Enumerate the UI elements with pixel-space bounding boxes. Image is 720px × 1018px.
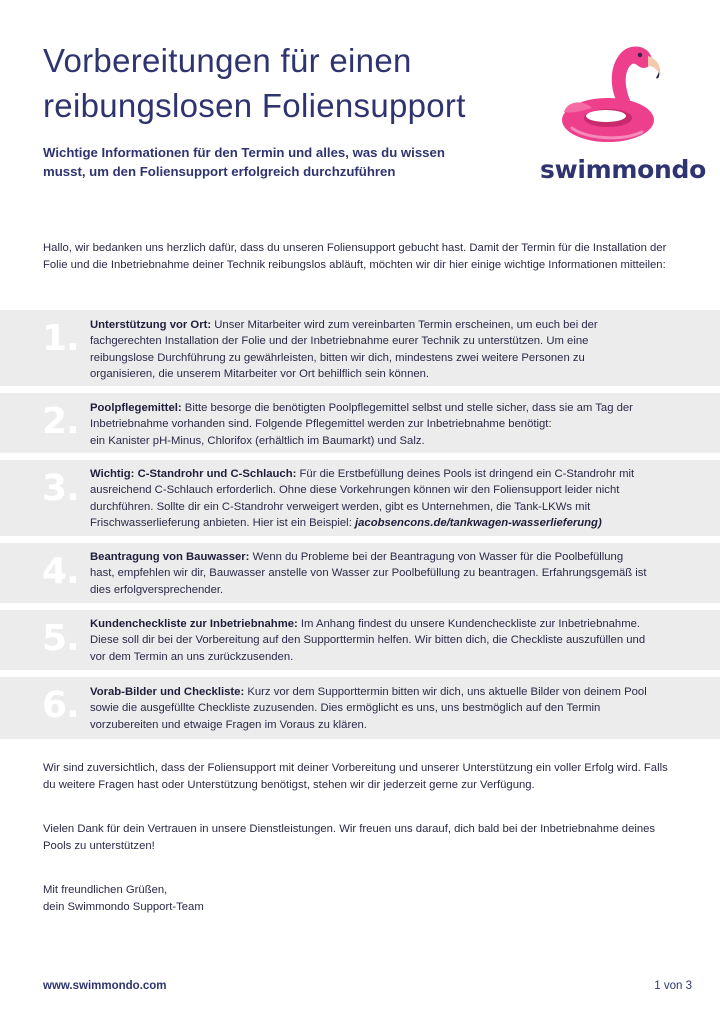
- step-body-line: ein Kanister pH-Minus, Chlorifox (erhältlich im Baumarkt) und Salz.: [90, 434, 425, 447]
- swimmondo-logo: [528, 38, 706, 184]
- page-title: [43, 38, 543, 128]
- step-number: 5.: [42, 618, 79, 659]
- step-body: Unser Mitarbeiter wird zum vereinbarten Termin erscheinen, um euch bei der fachgerechten Installation der Folie und der Inbetriebnahme eurer Technik zu unterstützen. Um eine reibungslose Durchführung zu gewährleisten, bitten wir dich, mindestens zwei weitere Personen zu organisieren, die unserem Mitarbeiter vor Ort behilflich sein können.: [90, 319, 598, 380]
- closing-paragraph: Wir sind zuversichtlich, dass der Foliensupport mit deiner Vorbereitung und unserer Unterstützung ein voller Erfolg wird. Falls du weitere Fragen hast oder Unterstützung benötigst, stehen wir dir jederzeit gerne zur Verfügung.: [43, 762, 668, 791]
- step-3: [0, 460, 720, 536]
- step-heading: Poolpflegemittel:: [90, 402, 182, 414]
- step-text: [90, 466, 650, 531]
- step-number: 1.: [42, 318, 79, 359]
- step-text: [90, 400, 650, 449]
- step-heading: Unterstützung vor Ort:: [90, 319, 212, 331]
- step-number: 4.: [42, 551, 79, 592]
- intro-paragraph: Hallo, wir bedanken uns herzlich dafür, dass du unseren Foliensupport gebucht hast. Damit der Termin für die Installation der Folie und die Inbetriebnahme deiner Technik reibungslos abläuft, möchten wir dir hier einige wichtige Informationen mitteilen:: [43, 242, 667, 271]
- step-text: [90, 317, 650, 382]
- step-number: 6.: [42, 685, 79, 726]
- brand-name: swimmondo: [540, 155, 706, 184]
- step-text: [90, 684, 650, 733]
- step-body: Im Anhang findest du unsere Kundencheckliste zur Inbetriebnahme. Diese soll dir bei der Vorbereitung auf den Supporttermin helfen. Wir bitten dich, die Checkliste auszufüllen und vor dem Termin an uns zurückzusenden.: [90, 618, 646, 663]
- step-heading: Wichtig: C-Standrohr und C-Schlauch:: [90, 468, 297, 480]
- step-number: 3.: [42, 468, 79, 509]
- signature-greeting: Mit freundlichen Grüßen,: [43, 884, 168, 896]
- page-number: 1 von 3: [654, 980, 692, 992]
- step-5: [0, 610, 720, 670]
- title-line-1: Vorbereitungen für einen: [43, 42, 412, 79]
- page-subtitle: [43, 143, 513, 181]
- step-body: Wenn du Probleme bei der Beantragung von Wasser für die Poolbefüllung hast, empfehlen wir dir, Bauwasser anstelle von Wasser zur Poolbefüllung zu beantragen. Erfahrungsgemäß ist dies erfolgversprechender.: [90, 551, 647, 596]
- step-text: [90, 549, 650, 598]
- step-body: Bitte besorge die benötigten Poolpflegemittel selbst und stelle sicher, dass sie am Tag der Inbetriebnahme vorhanden sind. Folgende Pflegemittel werden zur Inbetriebnahme benötigt:: [90, 402, 633, 431]
- title-line-2: reibungslosen Foliensupport: [43, 87, 466, 124]
- signature-team: dein Swimmondo Support-Team: [43, 900, 204, 913]
- step-heading: Vorab-Bilder und Checkliste:: [90, 686, 245, 698]
- step-number: 2.: [42, 401, 79, 442]
- step-4: [0, 543, 720, 603]
- step-2: [0, 393, 720, 453]
- subtitle-line-2: musst, um den Foliensupport erfolgreich durchzuführen: [43, 164, 396, 179]
- subtitle-line-1: Wichtige Informationen für den Termin und alles, was du wissen: [43, 145, 445, 160]
- signature: [43, 882, 683, 915]
- step-body: Kurz vor dem Supporttermin bitten wir dich, uns aktuelle Bilder von deinem Pool sowie die ausgefüllte Checkliste zuzusenden. Dies ermöglicht es uns, uns bestmöglich auf den Termin vorzubereiten und etwaige Fragen im Voraus zu klären.: [90, 686, 647, 731]
- step-6: [0, 677, 720, 739]
- step-heading: Beantragung von Bauwasser:: [90, 551, 250, 563]
- water-delivery-link[interactable]: jacobsencons.de/tankwagen-wasserlieferung): [354, 516, 602, 529]
- step-body: Für die Erstbefüllung deines Pools ist dringend ein C-Standrohr mit ausreichend C-Schlauch erforderlich. Ohne diese Vorkehrungen können wir den Foliensupport leider nicht durchführen. Sollte dir ein C-Standrohr verweigert werden, gibt es Unternehmen, die Tank-LKWs mit Frischwasserlieferung anbieten. Hier ist ein Beispiel:: [90, 468, 635, 529]
- flamingo-icon: [558, 38, 668, 148]
- thanks-paragraph: Vielen Dank für dein Vertrauen in unsere Dienstleistungen. Wir freuen uns darauf, dich bald bei der Inbetriebnahme deines Pools zu unterstützen!: [43, 823, 656, 852]
- step-heading: Kundencheckliste zur Inbetriebnahme:: [90, 618, 298, 630]
- footer-website-link[interactable]: www.swimmondo.com: [43, 980, 167, 992]
- step-text: [90, 616, 650, 665]
- step-1: [0, 310, 720, 386]
